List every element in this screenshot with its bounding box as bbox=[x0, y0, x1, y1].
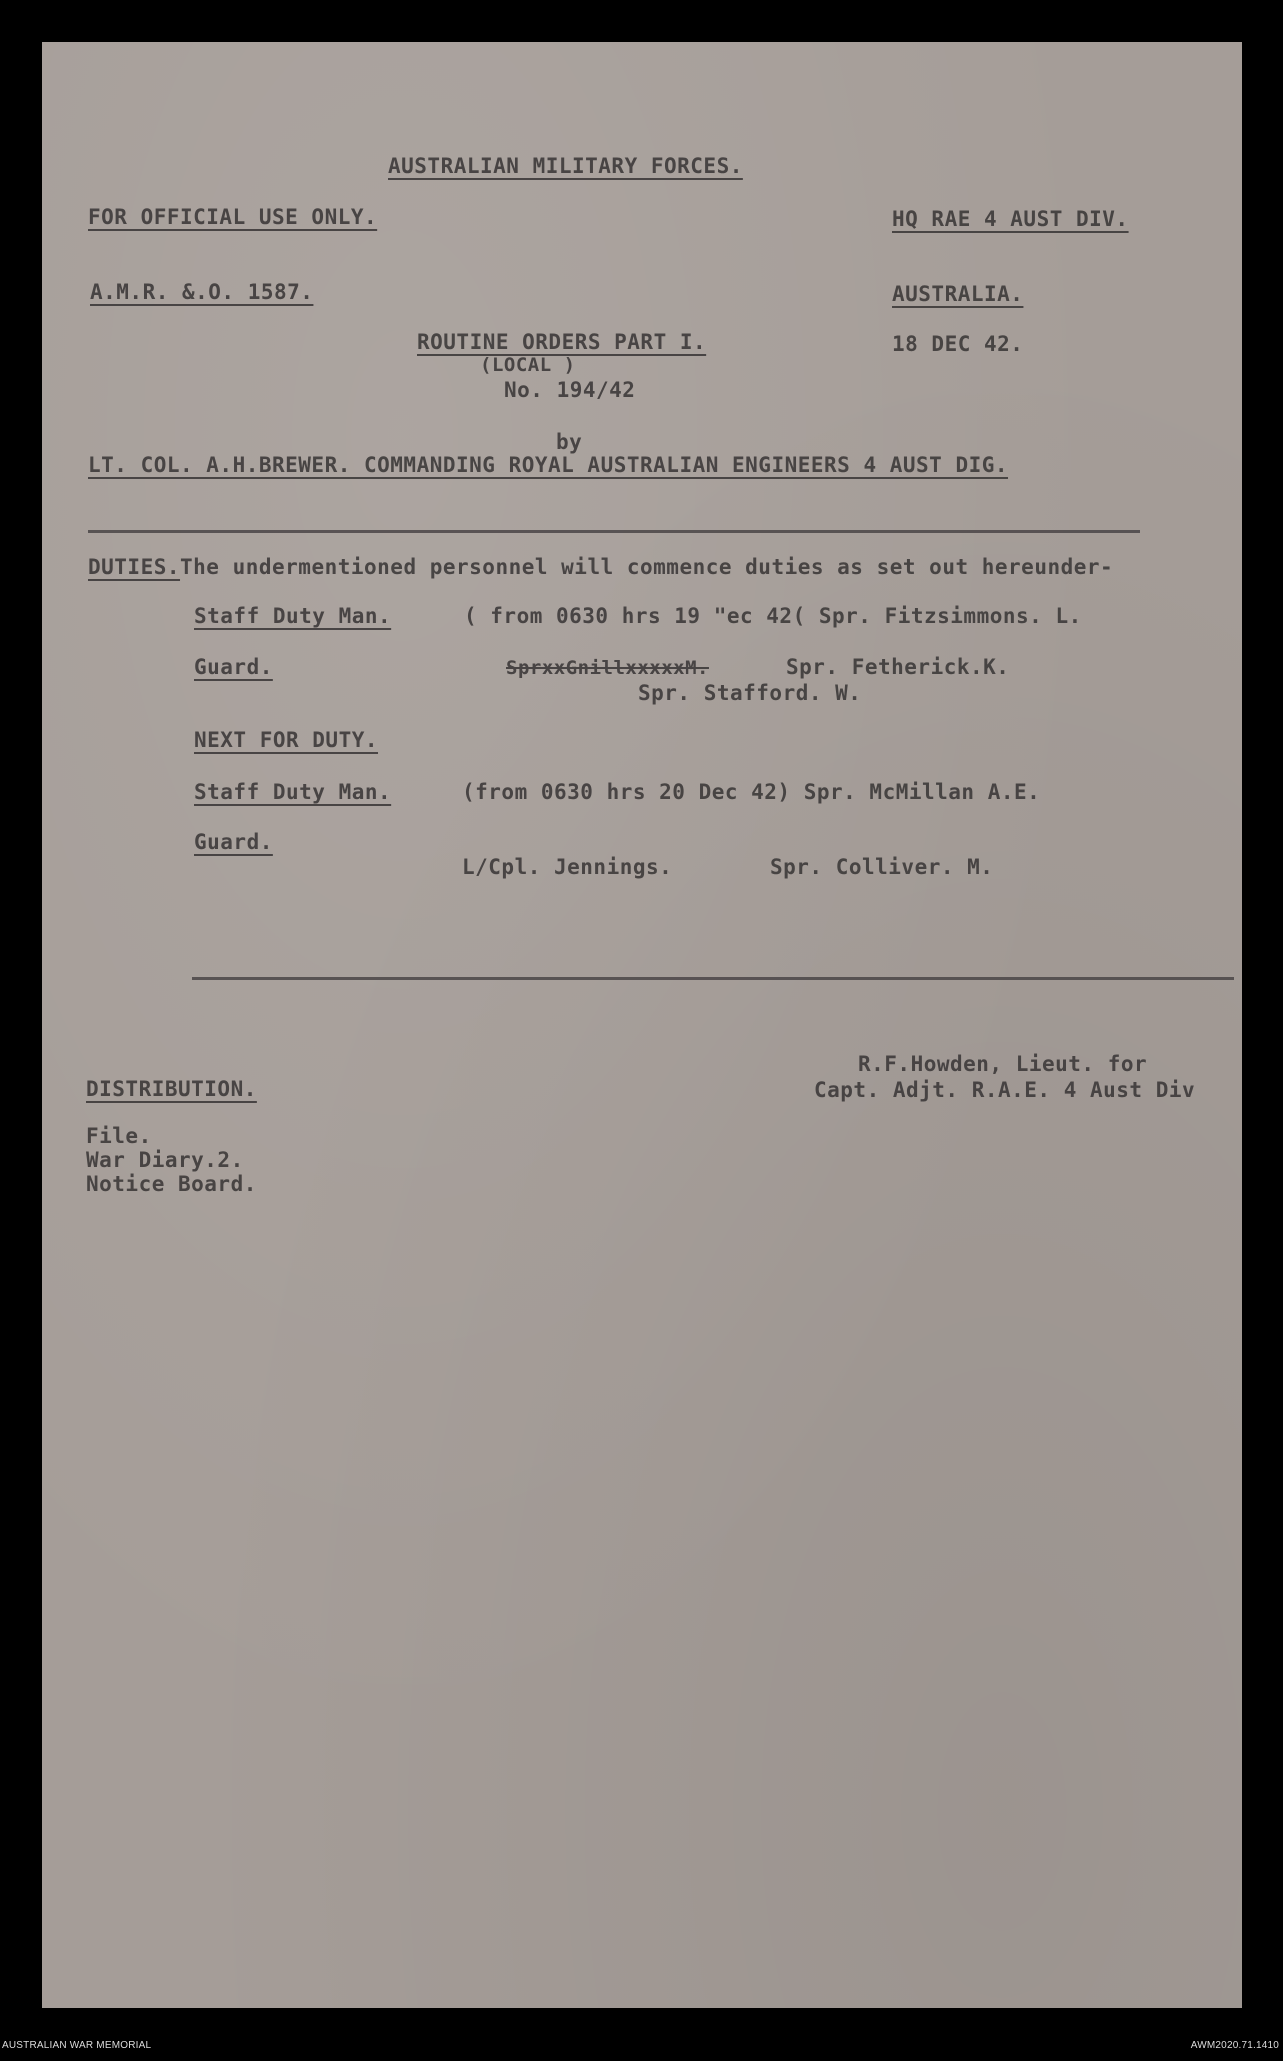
footer-accession: AWM2020.71.1410 bbox=[1190, 2040, 1279, 2051]
distribution-item: Notice Board. bbox=[86, 1172, 257, 1196]
next-guard-name-1: L/Cpl. Jennings. bbox=[462, 855, 673, 879]
by-label: by bbox=[556, 430, 583, 454]
orders-number: No. 194/42 bbox=[504, 378, 636, 402]
document-date: 18 DEC 42. bbox=[892, 332, 1024, 356]
guard-name-1: Spr. Fetherick.K. bbox=[786, 655, 1010, 679]
duties-intro-line bbox=[88, 555, 1113, 579]
next-for-duty-heading: NEXT FOR DUTY. bbox=[194, 728, 379, 752]
footer-source: AUSTRALIAN WAR MEMORIAL bbox=[2, 2040, 152, 2051]
classification-label: FOR OFFICIAL USE ONLY. bbox=[88, 205, 378, 229]
orders-title: ROUTINE ORDERS PART I. bbox=[417, 330, 707, 354]
duties-intro: The undermentioned personnel will commence duties as set out hereunder- bbox=[180, 555, 1114, 579]
document-page bbox=[42, 42, 1242, 2008]
distribution-item: War Diary.2. bbox=[86, 1148, 244, 1172]
next-staff-duty-detail: (from 0630 hrs 20 Dec 42) Spr. McMillan A.E. bbox=[462, 780, 1041, 804]
next-guard-label: Guard. bbox=[194, 830, 273, 854]
orders-local: (LOCAL ) bbox=[480, 354, 576, 376]
reference-number: A.M.R. &.O. 1587. bbox=[90, 280, 314, 304]
guard-struck-name: SprxxGnillxxxxxM. bbox=[506, 657, 709, 679]
header-divider bbox=[88, 530, 1140, 533]
next-guard-name-2: Spr. Colliver. M. bbox=[770, 855, 994, 879]
staff-duty-detail: ( from 0630 hrs 19 "ec 42( Spr. Fitzsimmons. L. bbox=[464, 604, 1082, 628]
guard-name-2: Spr. Stafford. W. bbox=[638, 681, 862, 705]
distribution-heading: DISTRIBUTION. bbox=[86, 1077, 257, 1101]
duties-heading: DUTIES. bbox=[88, 555, 181, 579]
guard-label: Guard. bbox=[194, 655, 273, 679]
staff-duty-label: Staff Duty Man. bbox=[194, 604, 392, 628]
headquarters-label: HQ RAE 4 AUST DIV. bbox=[892, 207, 1129, 231]
distribution-item: File. bbox=[86, 1124, 152, 1148]
signature-line-1: R.F.Howden, Lieut. for bbox=[858, 1052, 1148, 1076]
duties-divider bbox=[192, 977, 1234, 980]
signature-line-2: Capt. Adjt. R.A.E. 4 Aust Div bbox=[814, 1078, 1196, 1102]
document-title: AUSTRALIAN MILITARY FORCES. bbox=[388, 154, 743, 178]
location-label: AUSTRALIA. bbox=[892, 282, 1024, 306]
next-staff-duty-label: Staff Duty Man. bbox=[194, 780, 392, 804]
commander-line: LT. COL. A.H.BREWER. COMMANDING ROYAL AUSTRALIAN ENGINEERS 4 AUST DIG. bbox=[88, 453, 1009, 477]
